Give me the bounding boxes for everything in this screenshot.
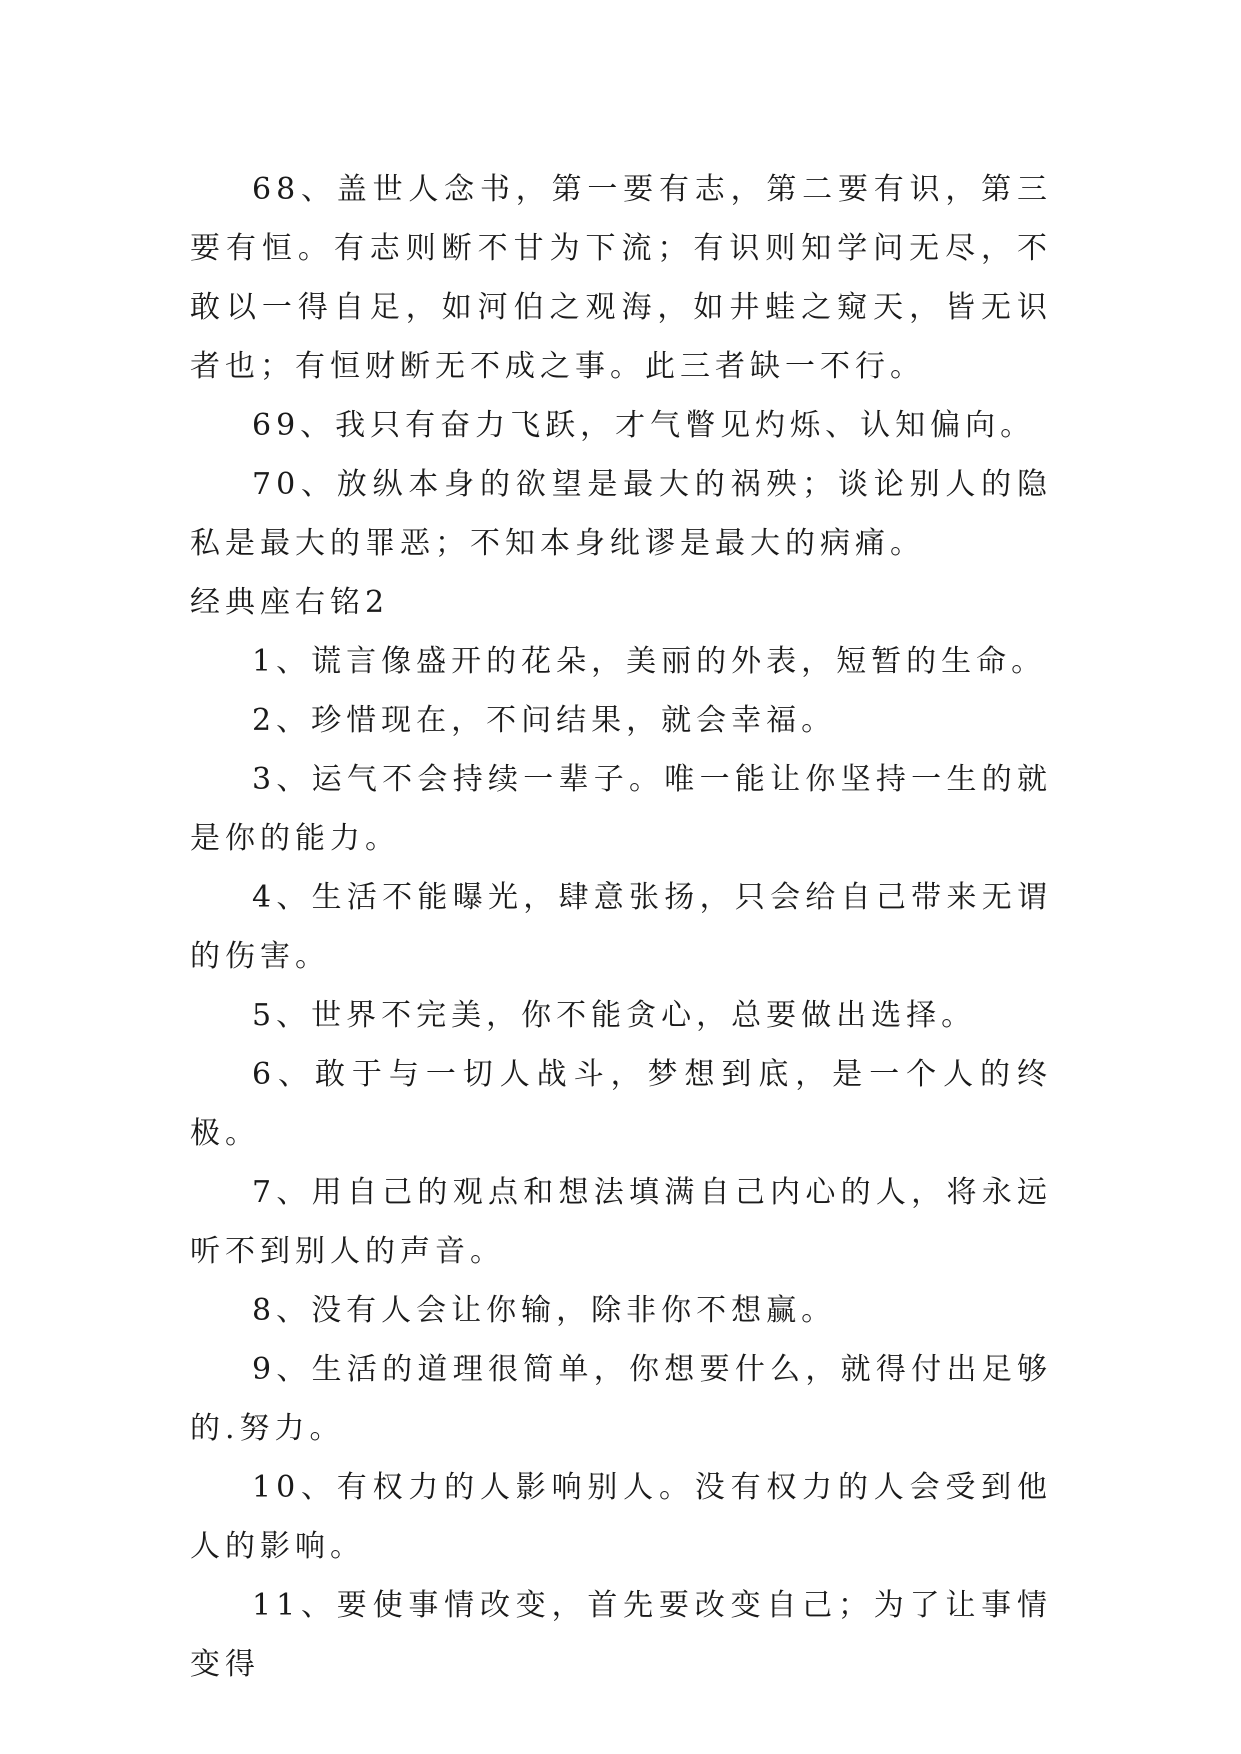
section-title: 经典座右铭2	[190, 585, 390, 620]
paragraph-68: 68、盖世人念书，第一要有志，第二要有识，第三要有恒。有志则断不甘为下流；有识则知学问无尽，不敢以一得自足，如河伯之观海，如井蛙之窥天，皆无识者也；有恒财断无不成之事。此三者缺一不行。	[190, 172, 1052, 384]
paragraph-2: 2、珍惜现在，不问结果，就会幸福。	[252, 703, 837, 738]
paragraph-69: 69、我只有奋力飞跃，才气瞥见灼烁、认知偏向。	[252, 408, 1036, 443]
paragraph-8: 8、没有人会让你输，除非你不想赢。	[252, 1293, 837, 1328]
paragraph-1: 1、谎言像盛开的花朵，美丽的外表，短暂的生命。	[252, 644, 1047, 679]
paragraph-9: 9、生活的道理很简单，你想要什么，就得付出足够的.努力。	[190, 1352, 1052, 1446]
paragraph-10: 10、有权力的人影响别人。没有权力的人会受到他人的影响。	[190, 1470, 1052, 1564]
paragraph-70: 70、放纵本身的欲望是最大的祸殃；谈论别人的隐私是最大的罪恶；不知本身纰谬是最大的病痛。	[190, 467, 1052, 561]
document-body	[190, 160, 1052, 1694]
paragraph-3: 3、运气不会持续一辈子。唯一能让你坚持一生的就是你的能力。	[190, 762, 1052, 856]
paragraph-7: 7、用自己的观点和想法填满自己内心的人，将永远听不到别人的声音。	[190, 1175, 1052, 1269]
paragraph-11: 11、要使事情改变，首先要改变自己；为了让事情变得	[190, 1588, 1052, 1682]
paragraph-5: 5、世界不完美，你不能贪心，总要做出选择。	[252, 998, 977, 1033]
paragraph-6: 6、敢于与一切人战斗，梦想到底，是一个人的终极。	[190, 1057, 1052, 1151]
paragraph-4: 4、生活不能曝光，肆意张扬，只会给自己带来无谓的伤害。	[190, 880, 1052, 974]
